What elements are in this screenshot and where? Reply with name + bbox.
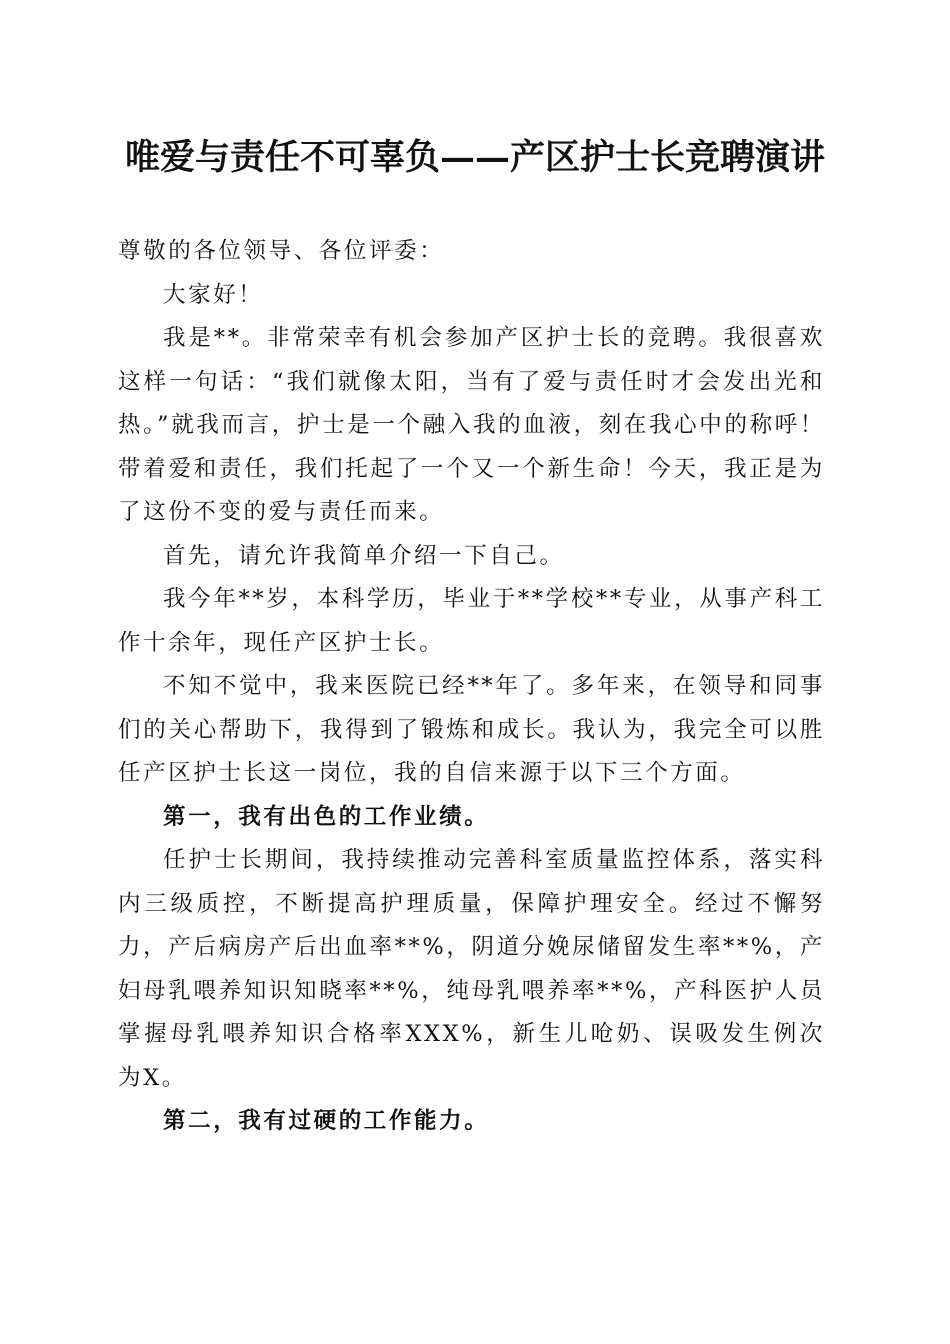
paragraph-background: 我今年**岁，本科学历，毕业于**学校**专业，从事产科工作十余年，现任产区护士长。 — [118, 586, 825, 656]
paragraph-performance: 任护士长期间，我持续推动完善科室质量监控体系，落实科内三级质控，不断提高护理质量，保障护理安全。经过不懈努力，产后病房产后出血率**%，阴道分娩尿储留发生率**%，产妇母乳喂养知识知晓率**%，纯母乳喂养率**%，产科医护人员掌握母乳喂养知识合格率XXX%，新生儿呛奶、误吸发生例次为X。 — [118, 847, 825, 1091]
paragraph-self-intro: 首先，请允许我简单介绍一下自己。 — [163, 542, 565, 569]
document-body — [118, 230, 825, 1144]
greeting: 大家好！ — [163, 281, 264, 308]
salutation: 尊敬的各位领导、各位评委： — [118, 238, 445, 264]
section-heading-performance: 第一，我有出色的工作业绩。 — [163, 803, 490, 830]
document-title: 唯爱与责任不可辜负——产区护士长竞聘演讲 — [124, 137, 825, 178]
paragraph-confidence: 不知不觉中，我来医院已经**年了。多年来，在领导和同事们的关心帮助下，我得到了锻炼和成长。我认为，我完全可以胜任产区护士长这一岗位，我的自信来源于以下三个方面。 — [118, 673, 825, 786]
paragraph-intro: 我是**。非常荣幸有机会参加产区护士长的竞聘。我很喜欢这样一句话：“我们就像太阳，当有了爱与责任时才会发出光和热。”就我而言，护士是一个融入我的血液，刻在我心中的称呼！带着爱和责任，我们托起了一个又一个新生命！今天，我正是为了这份不变的爱与责任而来。 — [118, 325, 825, 525]
section-heading-ability: 第二，我有过硬的工作能力。 — [163, 1108, 490, 1134]
